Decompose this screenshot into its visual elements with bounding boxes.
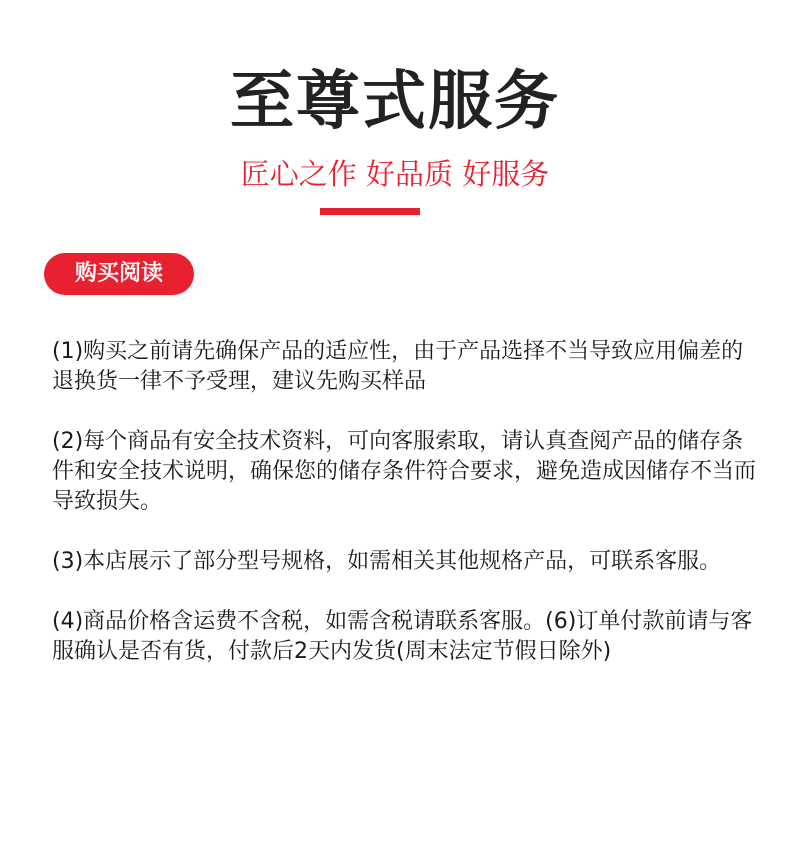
- purchase-note-2: (2)每个商品有安全技术资料，可向客服索取，请认真查阅产品的储存条件和安全技术说明，确保您的储存条件符合要求，避免造成因储存不当而导致损失。: [52, 429, 757, 514]
- purchase-note-1: (1)购买之前请先确保产品的适应性，由于产品选择不当导致应用偏差的退换货一律不予受理，建议先购买样品: [52, 339, 744, 394]
- page-title: 至尊式服务: [230, 65, 560, 139]
- page-subtitle: 匠心之作 好品质 好服务: [240, 157, 550, 191]
- title-underline: [320, 208, 420, 215]
- purchase-notice-badge: 购买阅读: [44, 253, 194, 295]
- purchase-note-4: (4)商品价格含运费不含税，如需含税请联系客服。(6)订单付款前请与客服确认是否有货，付款后2天内发货(周末法定节假日除外): [52, 609, 753, 664]
- purchase-notes-list: [52, 337, 757, 697]
- purchase-note-3: (3)本店展示了部分型号规格，如需相关其他规格产品，可联系客服。: [52, 549, 722, 574]
